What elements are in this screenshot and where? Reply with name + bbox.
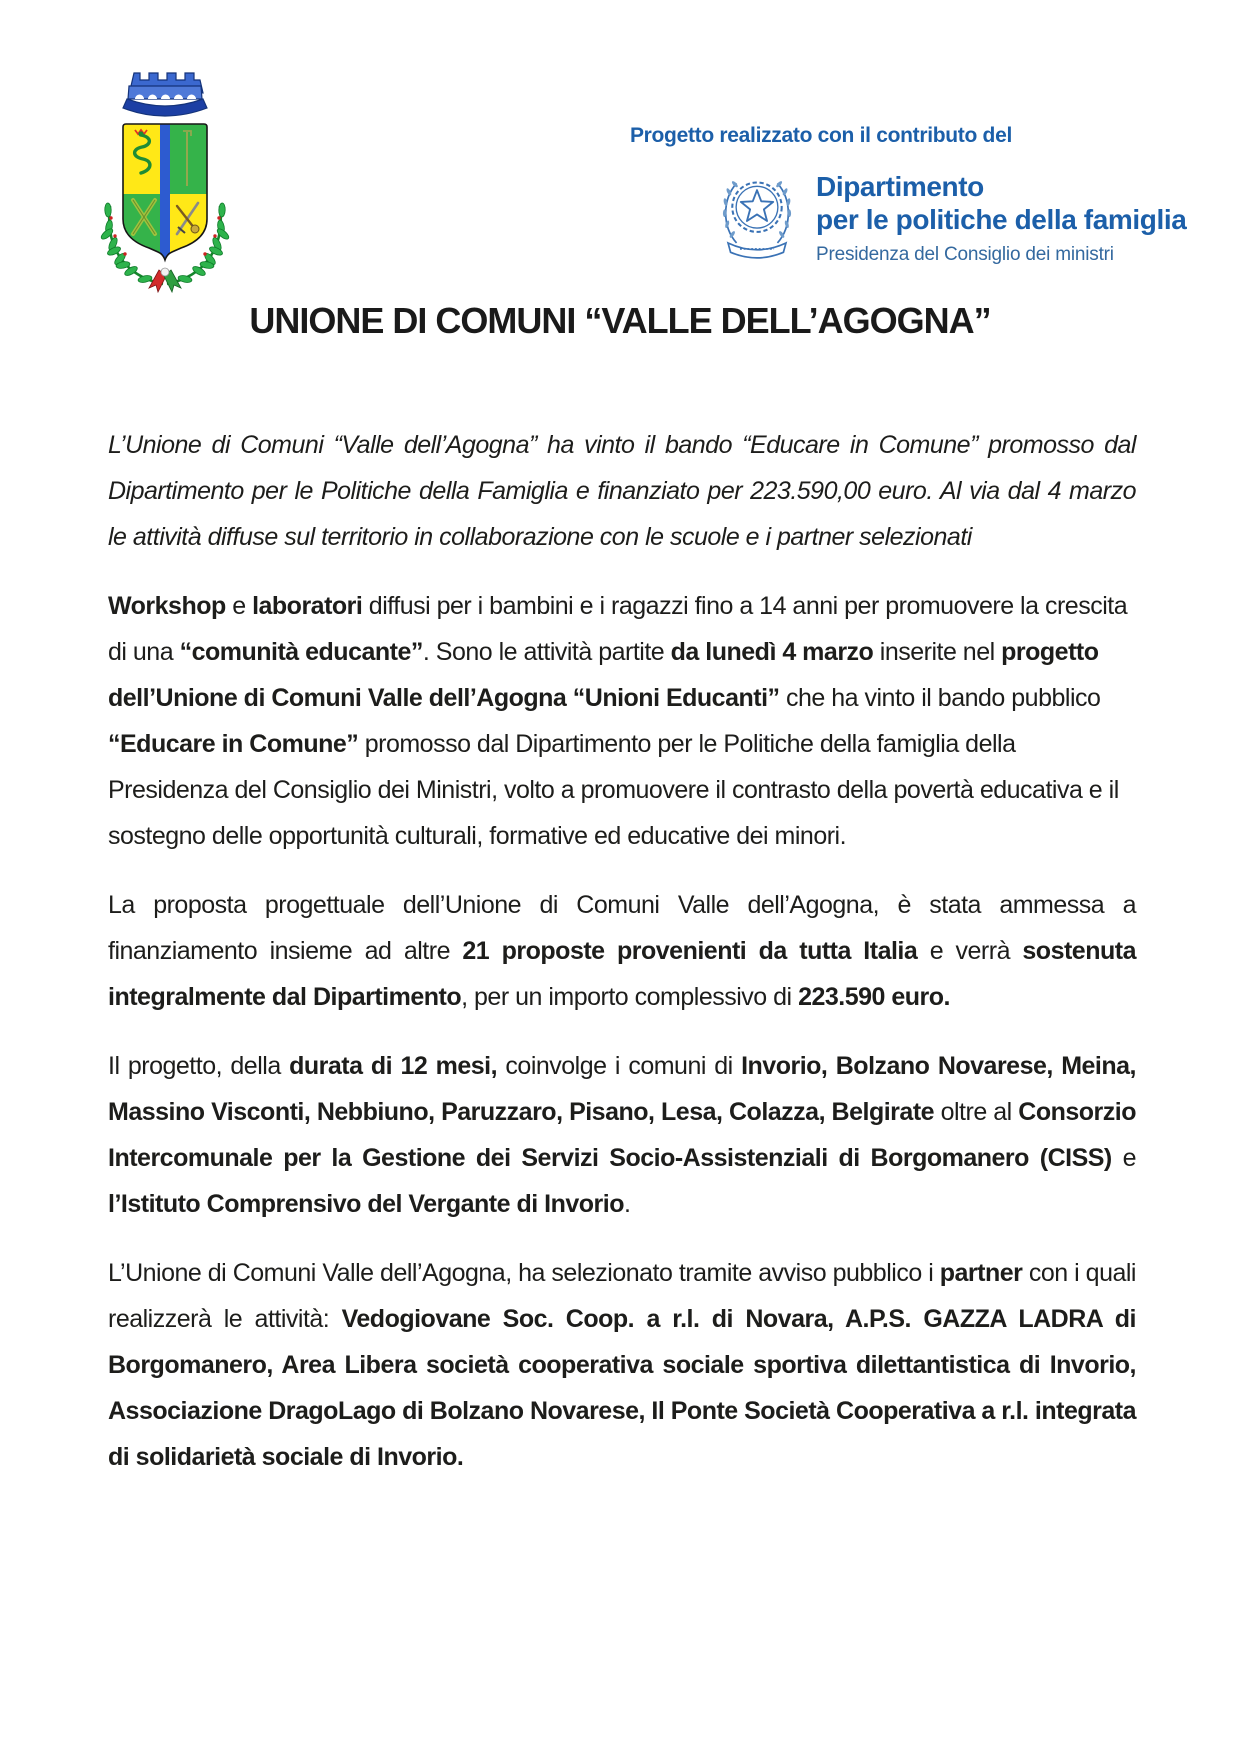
paragraph: Workshop e laboratori diffusi per i bambini e i ragazzi fino a 14 anni per promuovere la crescita di una “comunità educante”. Sono le attività partite da lunedì 4 marzo inserite nel progetto dell’Unione di Comuni Valle dell’Agogna “Unioni Educanti” che ha vinto il bando pubblico “Educare in Comune” promosso dal Dipartimento per le Politiche della famiglia della Presidenza del Consiglio dei Ministri, volto a promuovere il contrasto della povertà educativa e il sostegno delle opportunità culturali, formative ed educative dei minori. [108, 592, 1128, 850]
paragraph: L’Unione di Comuni “Valle dell’Agogna” ha vinto il bando “Educare in Comune” promosso dal Dipartimento per le Politiche della Famiglia e finanziato per 223.590,00 euro. Al via dal 4 marzo le attività diffuse sul territorio in collaborazione con le scuole e i partner selezionati [108, 431, 1136, 551]
page-title: UNIONE DI COMUNI “VALLE DELL’AGOGNA” [249, 300, 991, 341]
paragraph: Il progetto, della durata di 12 mesi, coinvolge i comuni di Invorio, Bolzano Novarese, Meina, Massino Visconti, Nebbiuno, Paruzzaro, Pisano, Lesa, Colazza, Belgirate oltre al Consorzio Intercomunale per la Gestione dei Servizi Socio-Assistenziali di Borgomanero (CISS) e l’Istituto Comprensivo del Vergante di Invorio. [108, 1052, 1136, 1218]
department-subtitle: Presidenza del Consiglio dei ministri [816, 244, 1114, 265]
paragraph: L’Unione di Comuni Valle dell’Agogna, ha selezionato tramite avviso pubblico i partner con i quali realizzerà le attività: Vedogiovane Soc. Coop. a r.l. di Novara, A.P.S. GAZZA LADRA di Borgomanero, Area Libera società cooperativa sociale sportiva dilettantistica di Invorio, Associazione DragoLago di Bolzano Novarese, Il Ponte Società Cooperativa a r.l. integrata di solidarietà sociale di Invorio. [108, 1259, 1136, 1471]
department-text [816, 168, 1186, 266]
document-body [108, 422, 1136, 1503]
department-name-line1: Dipartimento [816, 171, 984, 202]
funder-line: Progetto realizzato con il contributo del [629, 124, 1012, 147]
italian-republic-emblem-icon [714, 168, 800, 260]
department-lockup [714, 168, 1186, 266]
municipal-coat-of-arms-icon [94, 66, 236, 296]
department-name-line2: per le politiche della famiglia [816, 204, 1187, 235]
paragraph: La proposta progettuale dell’Unione di Comuni Valle dell’Agogna, è stata ammessa a finanziamento insieme ad altre 21 proposte provenienti da tutta Italia e verrà sostenuta integralmente dal Dipartimento, per un importo complessivo di 223.590 euro. [108, 891, 1136, 1011]
